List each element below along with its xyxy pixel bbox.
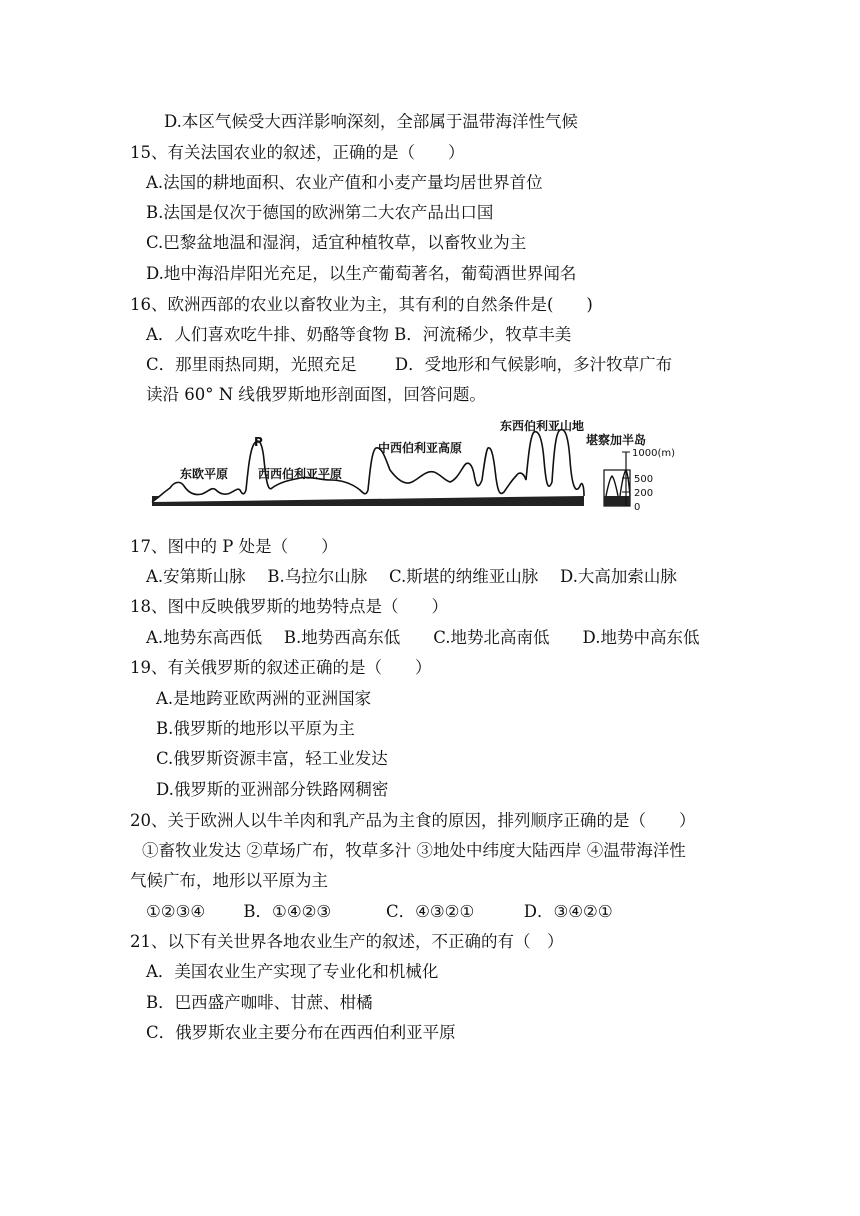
option-16ab: A．人们喜欢吃牛排、奶酪等食物 B．河流稀少，牧草丰美 [146,325,572,344]
options-17: A.安第斯山脉 B.乌拉尔山脉 C.斯堪的纳维亚山脉 D.大高加索山脉 [146,567,677,586]
question-19: 19、有关俄罗斯的叙述正确的是（ ） [130,658,432,677]
option-19a: A.是地跨亚欧两洲的亚洲国家 [156,689,372,708]
option-15d: D.地中海沿岸阳光充足，以生产葡萄著名，葡萄酒世界闻名 [146,264,577,283]
option-19c: C.俄罗斯资源丰富，轻工业发达 [156,749,388,768]
question-21: 21、以下有关世界各地农业生产的叙述，不正确的有（ ） [130,932,564,951]
option-16cd: C．那里雨热同期，光照充足 D．受地形和气候影响，多汁牧草广布 [146,355,673,374]
options-18: A.地势东高西低 B.地势西高东低 C.地势北高南低 D.地势中高东低 [146,628,700,647]
label-p: P [254,435,263,449]
reading-prompt: 读沿 60° N 线俄罗斯地形剖面图，回答问题。 [146,385,486,404]
question-20: 20、关于欧洲人以牛羊肉和乳产品为主食的原因，排列顺序正确的是（ ） [130,811,696,830]
option-15b: B.法国是仅次于德国的欧洲第二大农产品出口国 [146,203,494,222]
terrain-line [152,430,584,502]
scale-label-1000: 1000(m) [632,448,675,459]
question-18: 18、图中反映俄罗斯的地势特点是（ ） [130,597,448,616]
option-15c: C.巴黎盆地温和湿润，适宜种植牧草，以畜牧业为主 [146,233,527,252]
label-east-siberia: 东西伯利亚山地 [500,420,585,433]
option-21a: A．美国农业生产实现了专业化和机械化 [146,962,439,981]
option-21c: C．俄罗斯农业主要分布在西西伯利亚平原 [146,1023,456,1042]
options-20: ①②③④ B．①④②③ C．④③②① D．③④②① [146,902,613,921]
option-15a: A.法国的耕地面积、农业产值和小麦产量均居世界首位 [146,173,543,192]
terrain-profile-svg [150,420,710,518]
label-east-europe: 东欧平原 [180,467,229,481]
question-17: 17、图中的 P 处是（ ） [130,537,338,556]
option-14d: D.本区气候受大西洋影响深刻，全部属于温带海洋性气候 [164,112,578,131]
option-21b: B．巴西盛产咖啡、甘蔗、柑橘 [146,993,373,1012]
option-19b: B.俄罗斯的地形以平原为主 [156,719,355,738]
label-central-siberia: 中西伯利亚高原 [378,441,463,455]
question-16: 16、欧洲西部的农业以畜牧业为主，其有利的自然条件是( ) [130,295,593,314]
option-19d: D.俄罗斯的亚洲部分铁路网稠密 [156,780,389,799]
label-west-siberia: 西西伯利亚平原 [258,467,343,481]
scale-label-200: 200 [634,488,654,499]
statements-20-line1: ①畜牧业发达 ②草场广布，牧草多汁 ③地处中纬度大陆西岸 ④温带海洋性 [142,841,686,860]
statements-20-line2: 气候广布，地形以平原为主 [130,871,328,890]
scale-label-500: 500 [634,474,654,485]
label-kamchatka: 堪察加半岛 [586,433,647,447]
question-15: 15、有关法国农业的叙述，正确的是（ ） [130,143,465,162]
russia-profile-figure [150,420,710,518]
scale-label-0: 0 [634,502,641,513]
